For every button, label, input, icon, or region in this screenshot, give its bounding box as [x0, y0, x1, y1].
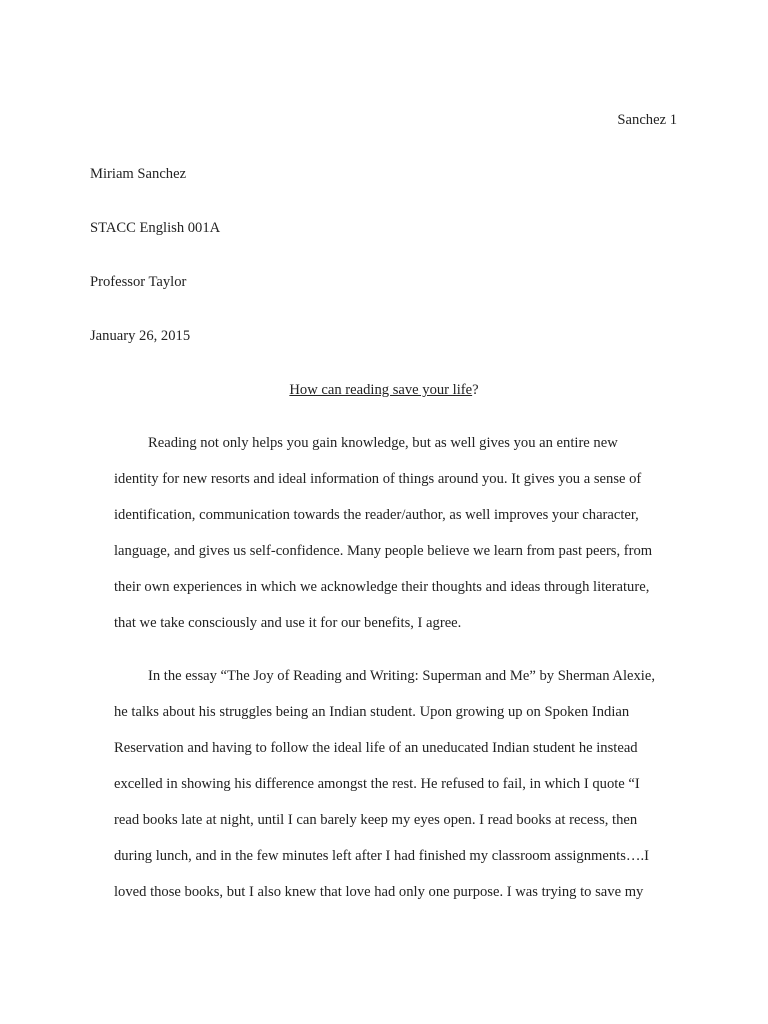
- paragraph-2-line-4: excelled in showing his difference amongst the rest. He refused to fail, in which I quote “I: [114, 776, 640, 792]
- paragraph-2-line-3: Reservation and having to follow the ideal life of an uneducated Indian student he instead: [114, 740, 638, 756]
- running-head: Sanchez 1: [617, 112, 677, 128]
- essay-title-punctuation: ?: [472, 382, 479, 398]
- paragraph-2-line-2: he talks about his struggles being an Indian student. Upon growing up on Spoken Indian: [114, 704, 630, 720]
- professor-name: Professor Taylor: [90, 274, 187, 290]
- essay-title-text: How can reading save your life: [289, 382, 473, 398]
- paragraph-1-line-6: that we take consciously and use it for our benefits, I agree.: [114, 615, 462, 631]
- essay-title: [0, 380, 768, 400]
- student-name: Miriam Sanchez: [90, 166, 187, 182]
- paragraph-1-line-2: identity for new resorts and ideal information of things around you. It gives you a sense of: [114, 471, 642, 487]
- essay-date: January 26, 2015: [90, 328, 191, 344]
- paragraph-2-line-6: during lunch, and in the few minutes left after I had finished my classroom assignments….I: [114, 848, 649, 864]
- course-name: STACC English 001A: [90, 220, 221, 236]
- paragraph-1-line-5: their own experiences in which we acknowledge their thoughts and ideas through literature,: [114, 579, 650, 595]
- paragraph-1-line-1: Reading not only helps you gain knowledge, but as well gives you an entire new: [148, 435, 618, 451]
- paragraph-1-line-3: identification, communication towards the reader/author, as well improves your character,: [114, 507, 639, 523]
- paragraph-2-line-7: loved those books, but I also knew that love had only one purpose. I was trying to save my: [114, 884, 644, 900]
- paragraph-1-line-4: language, and gives us self-confidence. Many people believe we learn from past peers, from: [114, 543, 653, 559]
- paragraph-2-line-1: In the essay “The Joy of Reading and Writing: Superman and Me” by Sherman Alexie,: [148, 668, 655, 684]
- paragraph-2-line-5: read books late at night, until I can barely keep my eyes open. I read books at recess, then: [114, 812, 638, 828]
